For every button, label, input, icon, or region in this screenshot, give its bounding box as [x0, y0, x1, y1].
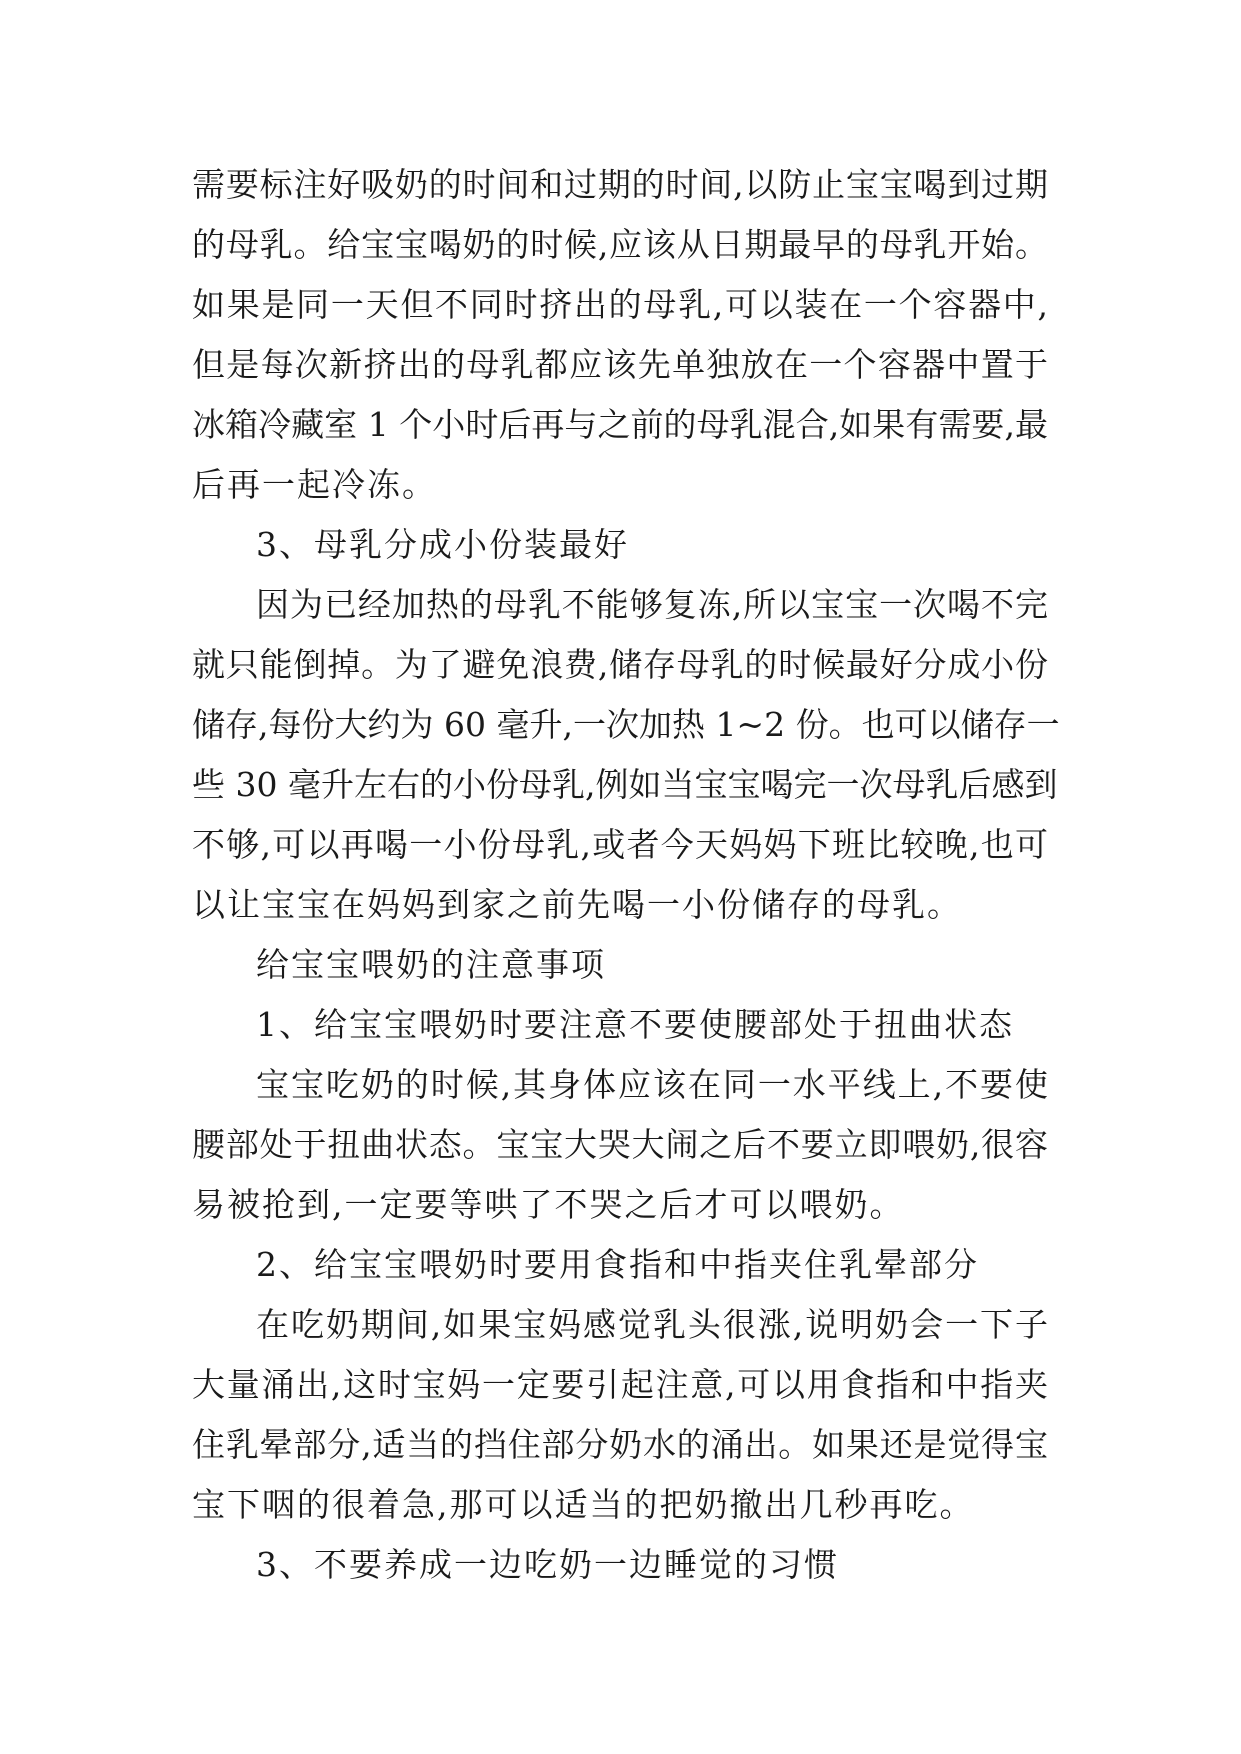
- paragraph-line: 宝下咽的很着急,那可以适当的把奶撤出几秒再吃。: [192, 1485, 975, 1524]
- paragraph-line: 不够,可以再喝一小份母乳,或者今天妈妈下班比较晚,也可: [192, 825, 1048, 864]
- paragraph-line: 如果是同一天但不同时挤出的母乳,可以装在一个容器中,: [192, 285, 1048, 324]
- paragraph-line: 就只能倒掉。为了避免浪费,储存母乳的时候最好分成小份: [192, 645, 1048, 684]
- paragraph-line: 的母乳。给宝宝喝奶的时候,应该从日期最早的母乳开始。: [192, 225, 1048, 264]
- paragraph-line: 因为已经加热的母乳不能够复冻,所以宝宝一次喝不完: [256, 585, 1048, 624]
- section-heading: 给宝宝喂奶的注意事项: [256, 945, 606, 984]
- paragraph-line: 宝宝吃奶的时候,其身体应该在同一水平线上,不要使: [256, 1065, 1048, 1104]
- paragraph-line: 冰箱冷藏室 1 个小时后再与之前的母乳混合,如果有需要,最: [192, 405, 1048, 444]
- paragraph-line: 但是每次新挤出的母乳都应该先单独放在一个容器中置于: [192, 345, 1048, 384]
- paragraph-line: 以让宝宝在妈妈到家之前先喝一小份储存的母乳。: [192, 885, 962, 924]
- paragraph-line: 腰部处于扭曲状态。宝宝大哭大闹之后不要立即喂奶,很容: [192, 1125, 1048, 1164]
- section-heading: 1、给宝宝喂奶时要注意不要使腰部处于扭曲状态: [256, 1005, 1014, 1044]
- section-heading: 3、不要养成一边吃奶一边睡觉的习惯: [256, 1545, 839, 1584]
- paragraph-line: 些 30 毫升左右的小份母乳,例如当宝宝喝完一次母乳后感到: [192, 765, 1058, 804]
- document-body: [192, 155, 1060, 1595]
- section-heading: 3、母乳分成小份装最好: [256, 525, 629, 564]
- paragraph-line: 大量涌出,这时宝妈一定要引起注意,可以用食指和中指夹: [192, 1365, 1048, 1404]
- paragraph-line: 住乳晕部分,适当的挡住部分奶水的涌出。如果还是觉得宝: [192, 1425, 1048, 1464]
- paragraph-line: 后再一起冷冻。: [192, 465, 437, 504]
- section-heading: 2、给宝宝喂奶时要用食指和中指夹住乳晕部分: [256, 1245, 979, 1284]
- paragraph-line: 储存,每份大约为 60 毫升,一次加热 1~2 份。也可以储存一: [192, 705, 1060, 744]
- paragraph-line: 易被抢到,一定要等哄了不哭之后才可以喂奶。: [192, 1185, 905, 1224]
- paragraph-line: 在吃奶期间,如果宝妈感觉乳头很涨,说明奶会一下子: [256, 1305, 1048, 1344]
- paragraph-line: 需要标注好吸奶的时间和过期的时间,以防止宝宝喝到过期: [192, 165, 1048, 204]
